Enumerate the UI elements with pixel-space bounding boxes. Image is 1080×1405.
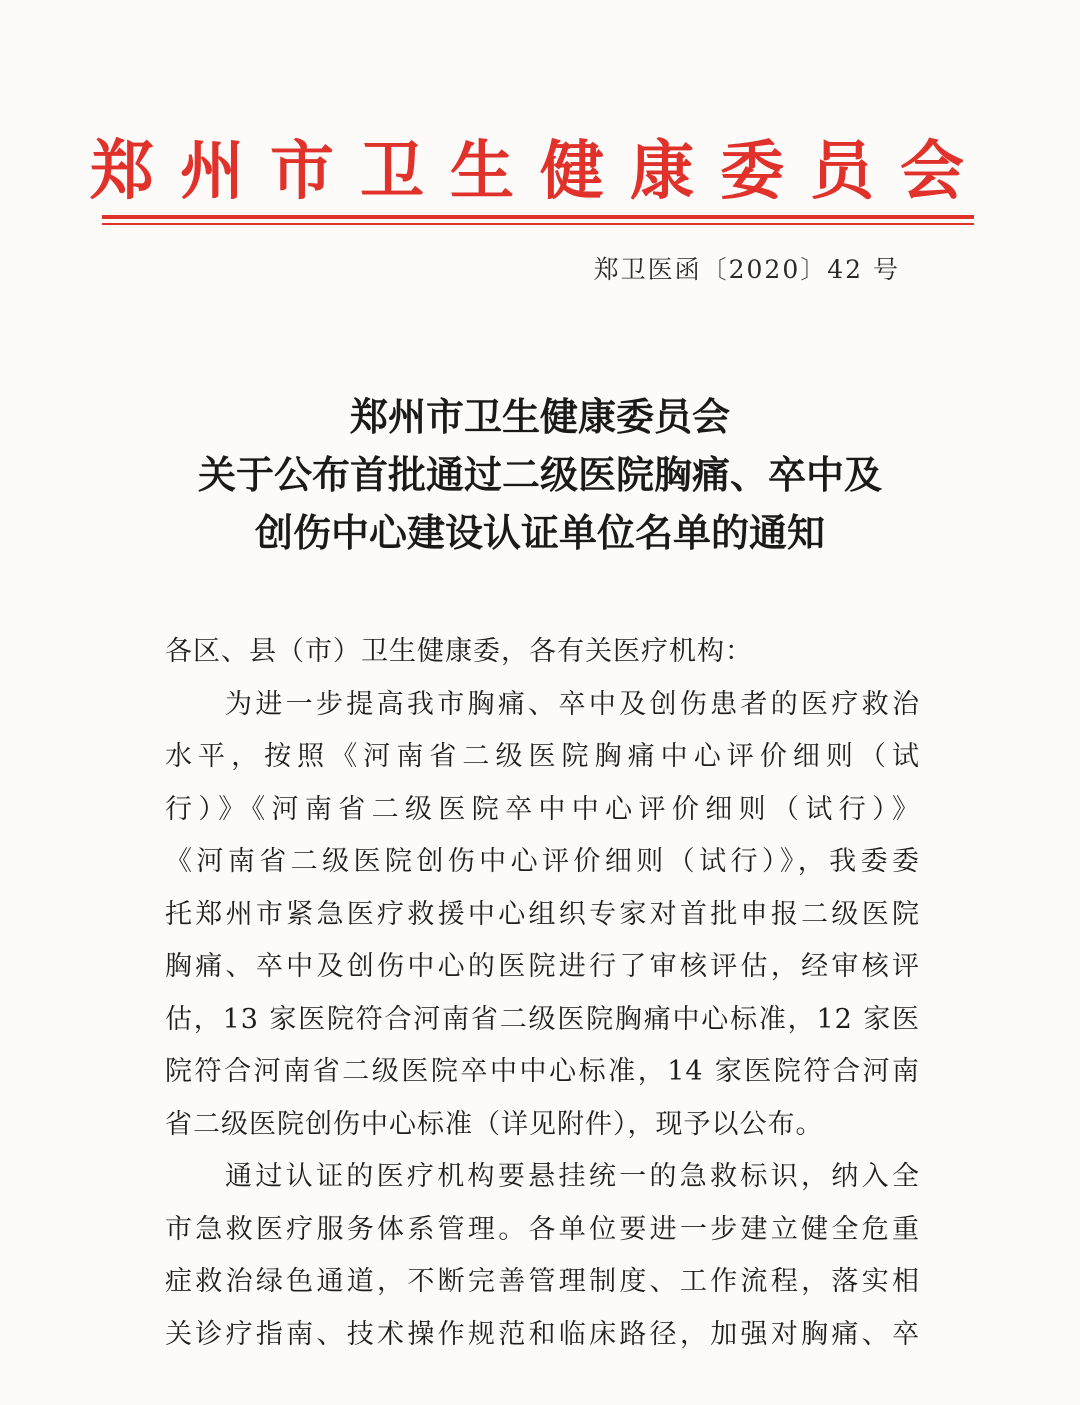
body-line: 症救治绿色通道，不断完善管理制度、工作流程，落实相: [165, 1266, 920, 1297]
document-number: 郑卫医函〔2020〕42 号: [593, 255, 900, 284]
paragraph-2: [165, 1151, 920, 1361]
body-line: 水平，按照《河南省二级医院胸痛中心评价细则（试: [165, 741, 920, 772]
salutation: 各区、县（市）卫生健康委，各有关医疗机构：: [165, 636, 753, 667]
body-line: 估，13 家医院符合河南省二级医院胸痛中心标准，12 家医: [165, 1003, 920, 1035]
body-line: 关诊疗指南、技术操作规范和临床路径，加强对胸痛、卒: [165, 1318, 920, 1350]
body-line: 市急救医疗服务体系管理。各单位要进一步建立健全危重: [165, 1213, 920, 1245]
notice-title-line: 关于公布首批通过二级医院胸痛、卒中及: [197, 452, 882, 497]
body-line: 省二级医院创伤中心标准（详见附件），现予以公布。: [165, 1108, 824, 1140]
notice-title-line: 创伤中心建设认证单位名单的通知: [254, 510, 825, 555]
body-line: 托郑州市紧急医疗救援中心组织专家对首批申报二级医院: [165, 898, 920, 930]
body-line: 行）》《河南省二级医院卒中中心评价细则（试行）》: [165, 793, 920, 825]
body-line: 通过认证的医疗机构要悬挂统一的急救标识，纳入全: [225, 1161, 920, 1192]
body-line: 为进一步提高我市胸痛、卒中及创伤患者的医疗救治: [225, 688, 920, 720]
notice-title-line: 郑州市卫生健康委员会: [349, 394, 730, 439]
body-line: 胸痛、卒中及创伤中心的医院进行了审核评估，经审核评: [165, 951, 920, 982]
letterhead-rule-thin: [102, 223, 974, 225]
letterhead-rule-thick: [102, 215, 974, 219]
letterhead-organization: 郑州市卫生健康委员会: [90, 134, 990, 209]
body-line: 《河南省二级医院创伤中心评价细则（试行）》，我委委: [165, 846, 920, 877]
notice-title: [0, 388, 1080, 562]
notice-body: [165, 626, 920, 1361]
paragraph-1: [165, 679, 920, 1152]
body-line: 院符合河南省二级医院卒中中心标准，14 家医院符合河南: [165, 1056, 920, 1087]
